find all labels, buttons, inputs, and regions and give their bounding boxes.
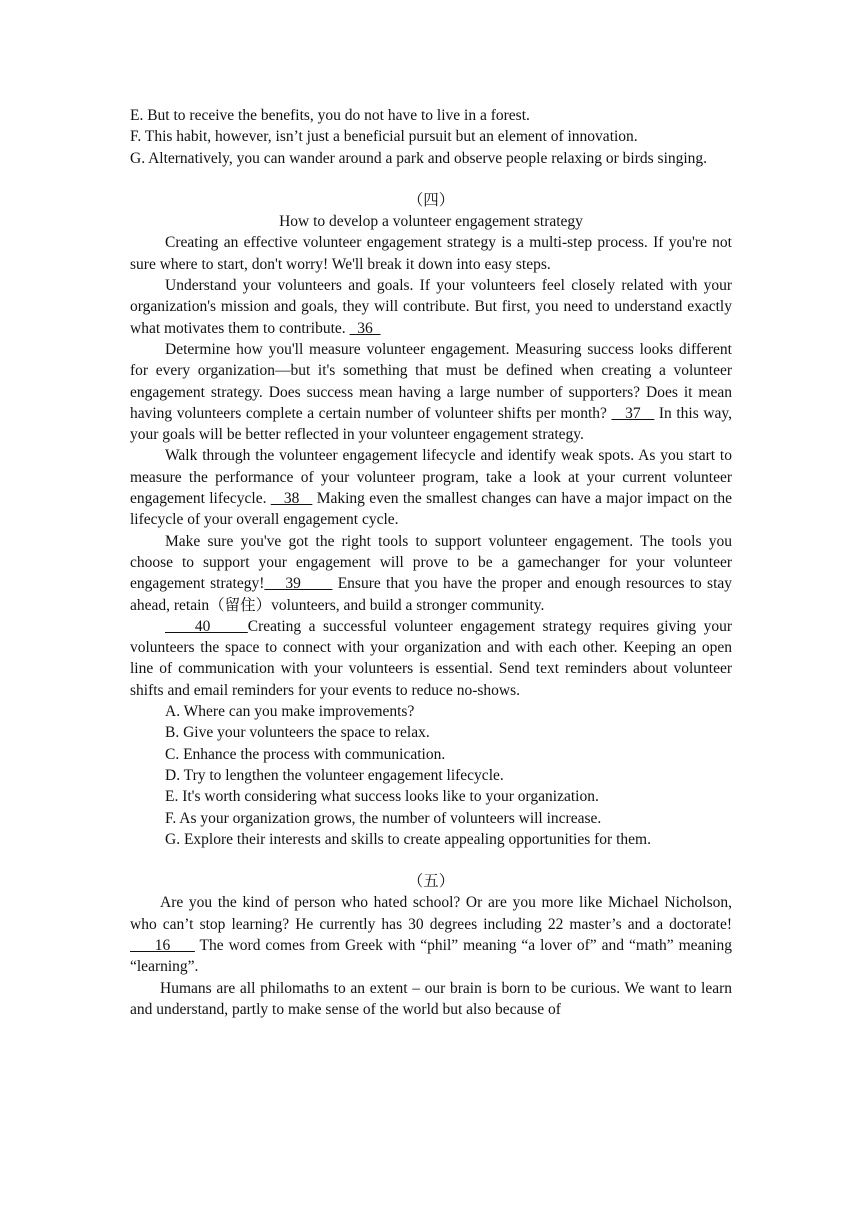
- paragraph-text: The word comes from Greek with “phil” meaning “a lover of” and “math” meaning “learning”.: [130, 936, 733, 976]
- paragraph: [130, 616, 732, 701]
- answer-blank: 37: [611, 404, 655, 422]
- paragraph: Humans are all philomaths to an extent – our brain is born to be curious. We want to learn and understand, partly to make sense of the world but also because of: [130, 979, 732, 1018]
- option-line: F. This habit, however, isn’t just a beneficial pursuit but an element of innovation.: [130, 128, 638, 146]
- passage-title: How to develop a volunteer engagement strategy: [279, 213, 583, 231]
- option-g: G. Explore their interests and skills to create appealing opportunities for them.: [165, 830, 651, 848]
- option-e: E. It's worth considering what success looks like to your organization.: [165, 788, 599, 806]
- paragraph: [130, 445, 732, 530]
- section-number: （五）: [407, 873, 455, 891]
- paragraph-text: Are you the kind of person who hated school? Or are you more like Michael Nicholson, who can’t stop learning? He currently has 30 degrees including 22 master’s and a doctorate!: [130, 894, 732, 933]
- paragraph-text: Ensure that you have the proper and enough resources to stay ahead, retain（留住）volunteers, and build a stronger community.: [130, 575, 733, 614]
- option-b: B. Give your volunteers the space to relax.: [165, 724, 430, 742]
- paragraph: [130, 531, 732, 616]
- option-a: A. Where can you make improvements?: [165, 703, 415, 721]
- option-f: F. As your organization grows, the number of volunteers will increase.: [165, 809, 602, 827]
- paragraph-text: Walk through the volunteer engagement lifecycle and identify weak spots. As you start to measure the performance of your volunteer program, take a look at your current volunteer engagement lifecycle.: [130, 447, 732, 508]
- answer-blank: 39: [264, 575, 333, 593]
- section-number: （四）: [407, 191, 455, 209]
- paragraph: [130, 275, 732, 339]
- answer-blank: 16: [130, 936, 195, 954]
- answer-blank: 40: [165, 617, 248, 635]
- option-d: D. Try to lengthen the volunteer engagement lifecycle.: [165, 766, 504, 784]
- option-line: E. But to receive the benefits, you do not have to live in a forest.: [130, 107, 530, 124]
- option-c: C. Enhance the process with communication.: [165, 745, 446, 763]
- paragraph-text: Determine how you'll measure volunteer engagement. Measuring success looks different for every organization—but it's something that must be defined when creating a volunteer engagement strategy. Does success mean having a large number of supporters? Does it mean having volunteers complete a certain number of volunteer shifts per month?: [130, 340, 732, 422]
- paragraph-text: Understand your volunteers and goals. If your volunteers feel closely related with your organization's mission and goals, they will contribute. But first, you need to understand exactly what motivates them to contribute.: [130, 277, 732, 337]
- paragraph: [130, 339, 732, 445]
- paragraph: [130, 892, 732, 977]
- document-page: [130, 105, 732, 1020]
- paragraph-text: Make sure you've got the right tools to support volunteer engagement. The tools you choose to support your engagement will prove to be a gamechanger for your volunteer engagement strategy!: [130, 532, 732, 593]
- paragraph-text: In this way, your goals will be better reflected in your volunteer engagement strategy.: [130, 404, 733, 444]
- option-line: G. Alternatively, you can wander around a park and observe people relaxing or birds singing.: [130, 149, 708, 167]
- paragraph: Creating an effective volunteer engagement strategy is a multi-step process. If you're not sure where to start, don't worry! We'll break it down into easy steps.: [130, 234, 732, 273]
- paragraph-text: Making even the smallest changes can have a major impact on the lifecycle of your overall engagement cycle.: [130, 490, 733, 529]
- paragraph-text: Creating a successful volunteer engagement strategy requires giving your volunteers the space to connect with your organization and with each other. Keeping an open line of communication with your volunteers is essential. Send text reminders about volunteer shifts and email reminders for your events to reduce no-shows.: [130, 617, 732, 699]
- answer-blank: 36: [349, 319, 381, 337]
- answer-blank: 38: [270, 490, 313, 508]
